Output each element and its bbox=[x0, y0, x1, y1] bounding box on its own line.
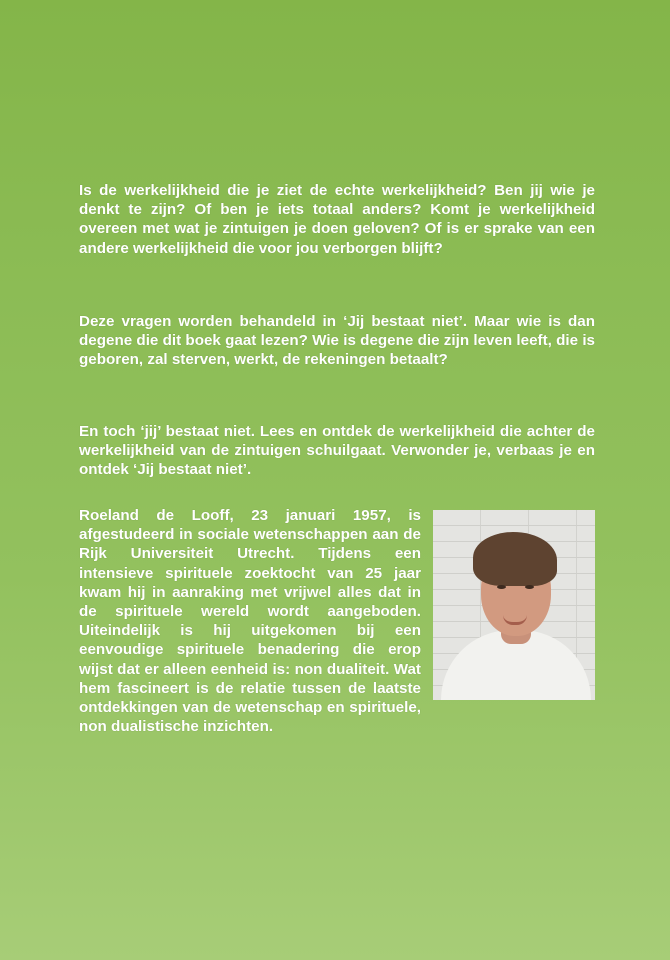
author-photo bbox=[433, 510, 595, 700]
invitation-paragraph: En toch ‘jij’ bestaat niet. Lees en ontdek de werkelijkheid die achter de werkelijkheid van de zintuigen schuilgaat. Verwonder je, verbaas je en ontdek ‘Jij bestaat niet’. bbox=[79, 423, 595, 479]
author-eye-left bbox=[497, 585, 506, 589]
author-eye-right bbox=[525, 585, 534, 589]
author-section bbox=[79, 506, 595, 736]
questions-paragraph: Deze vragen worden behandeld in ‘Jij bestaat niet’. Maar wie is dan degene die dit boek gaat lezen? Wie is degene die zijn leven leeft, die is geboren, zal sterven, werkt, de rekeningen betaalt? bbox=[79, 313, 595, 369]
author-hair bbox=[473, 532, 557, 586]
intro-paragraph: Is de werkelijkheid die je ziet de echte werkelijkheid? Ben jij wie je denkt te zijn? Of ben je iets totaal anders? Komt je werkelijkheid overeen met wat je zintuigen je doen geloven? Of is er sprake van een andere werkelijkheid die voor jou verborgen blijft? bbox=[79, 182, 595, 257]
author-bio: Roeland de Looff, 23 januari 1957, is afgestudeerd in sociale wetenschappen aan de Rijk Universiteit Utrecht. Tijdens een intensieve spirituele zoektocht van 25 jaar kwam hij in aanraking met vrijwel alles dat in de spirituele wereld wordt aangeboden. Uiteindelijk is hij uitgekomen bij een eenvoudige spirituele benadering die erop wijst dat er alleen eenheid is: non dualiteit. Wat hem fascineert is de relatie tussen de laatste ontdekkingen van de wetenschap en spirituele, non dualistische inzichten. bbox=[79, 507, 421, 736]
